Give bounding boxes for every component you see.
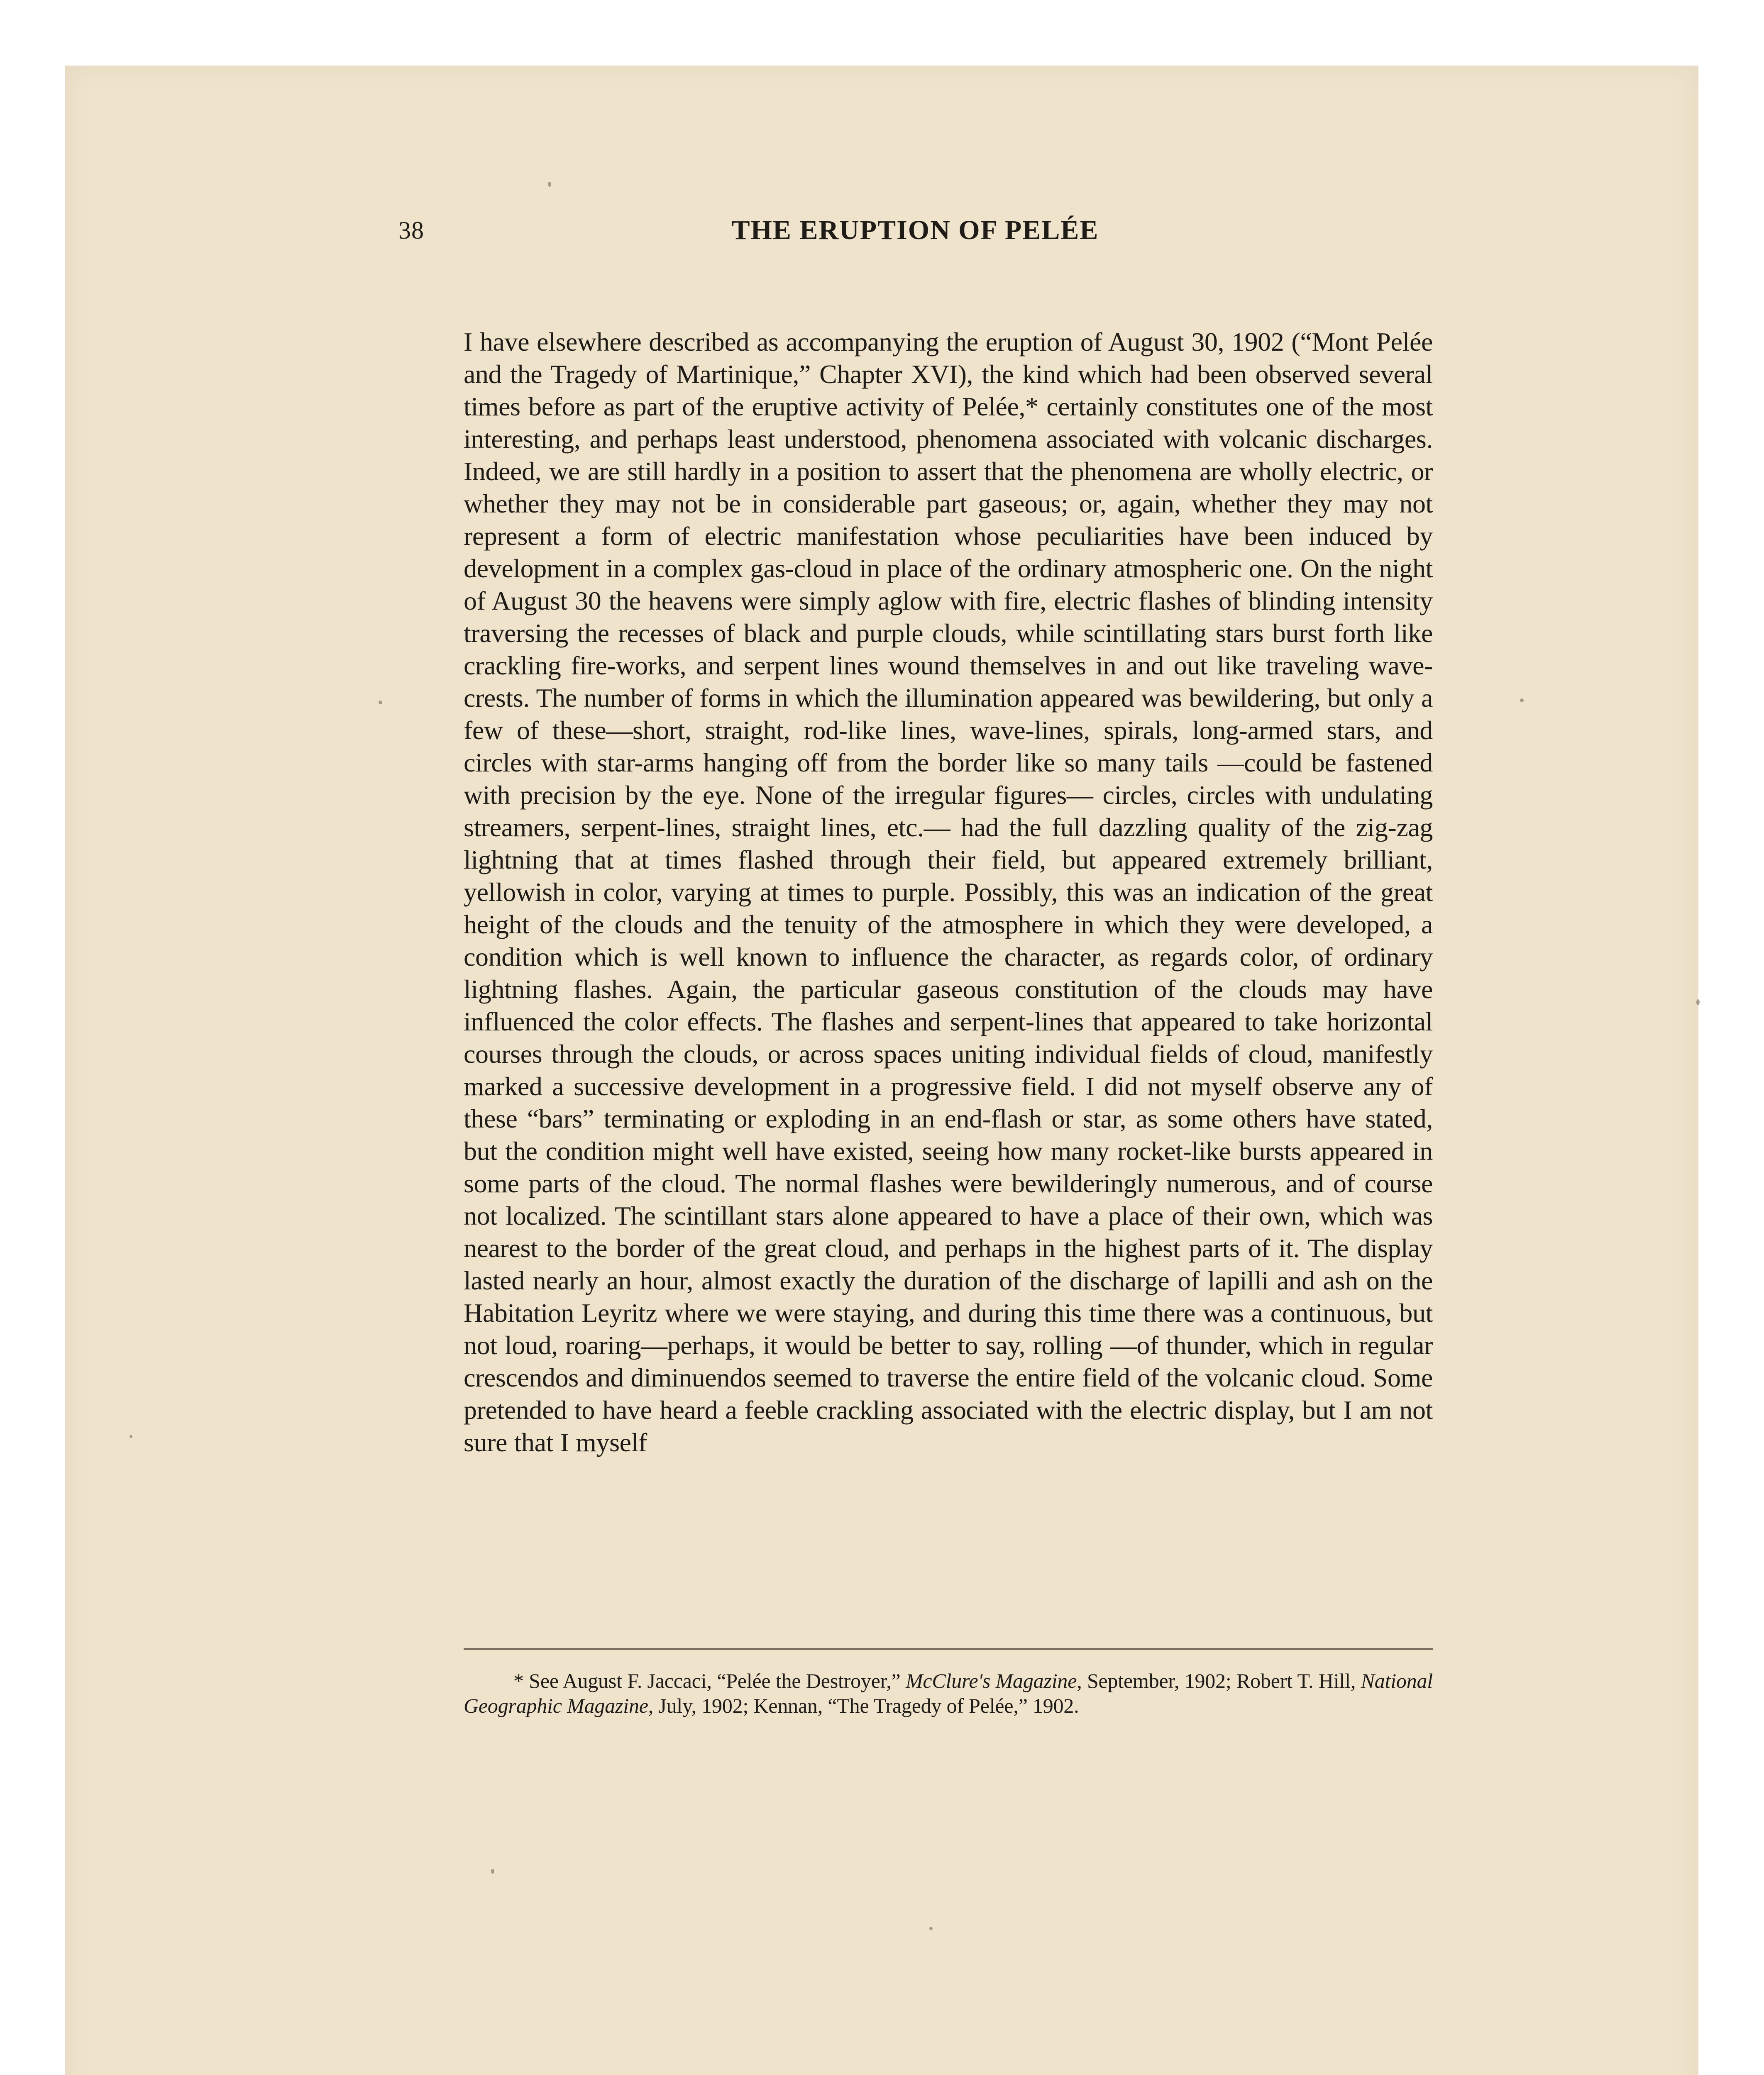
footnote-magazine-1: McClure's Magazine — [905, 1669, 1077, 1692]
paper-speck — [929, 1927, 933, 1930]
page-number: 38 — [398, 217, 424, 244]
footnote — [464, 1668, 1433, 1718]
paper-speck — [1696, 999, 1700, 1005]
footnote-text-part-2: , September, 1902; Robert T. Hill, — [1077, 1669, 1361, 1692]
footnote-text-part-3: , July, 1902; Kennan, “The Tragedy of Pelée,” 1902. — [648, 1694, 1079, 1717]
paper-speck — [548, 182, 551, 187]
running-title: THE ERUPTION OF PELÉE — [731, 215, 1099, 245]
footnote-text-part-1: * See August F. Jaccaci, “Pelée the Destroyer,” — [513, 1669, 906, 1692]
footnote-magazine-2: National Geographic Magazine — [464, 1669, 1433, 1717]
running-head — [398, 210, 1432, 251]
paper-speck — [129, 1435, 132, 1438]
paper-speck — [491, 1869, 494, 1874]
paper-speck — [379, 701, 382, 704]
body-paragraph: I have elsewhere described as accompanying the eruption of August 30, 1902 (“Mont Pelée and the Tragedy of Martinique,” Chapter XVI), the kind which had been observed several times before as part of the eruptive activity of Pelée,* certainly constitutes one of the most interesting, and perhaps least understood, phenomena associated with volcanic discharges. Indeed, we are still hardly in a position to assert that the phenomena are wholly electric, or whether they may not be in considerable part gaseous; or, again, whether they may not represent a form of electric manifestation whose peculiarities have been induced by development in a complex gas-cloud in place of the ordinary atmospheric one. On the night of August 30 the heavens were simply aglow with fire, electric flashes of blinding intensity traversing the recesses of black and purple clouds, while scintillating stars burst forth like crackling fire-works, and serpent lines wound themselves in and out like traveling wave-crests. The number of forms in which the illumination appeared was bewildering, but only a few of these—short, straight, rod-like lines, wave-lines, spirals, long-armed stars, and circles with star-arms hanging off from the border like so many tails —could be fastened with precision by the eye. None of the irregular figures— circles, circles with undulating streamers, serpent-lines, straight lines, etc.— had the full dazzling quality of the zig-zag lightning that at times flashed through their field, but appeared extremely brilliant, yellowish in color, varying at times to purple. Possibly, this was an indication of the great height of the clouds and the tenuity of the atmosphere in which they were developed, a condition which is well known to influence the character, as regards color, of ordinary lightning flashes. Again, the particular gaseous constitution of the clouds may have influenced the color effects. The flashes and serpent-lines that appeared to take horizontal courses through the clouds, or across spaces uniting individual fields of cloud, manifestly marked a successive development in a progressive field. I did not myself observe any of these “bars” terminating or exploding in an end-flash or star, as some others have stated, but the condition might well have existed, seeing how many rocket-like bursts appeared in some parts of the cloud. The normal flashes were bewilderingly numerous, and of course not localized. The scintillant stars alone appeared to have a place of their own, which was nearest to the border of the great cloud, and perhaps in the highest parts of it. The display lasted nearly an hour, almost exactly the duration of the discharge of lapilli and ash on the Habitation Leyritz where we were staying, and during this time there was a continuous, but not loud, roaring—perhaps, it would be better to say, rolling —of thunder, which in regular crescendos and diminuendos seemed to traverse the entire field of the volcanic cloud. Some pretended to have heard a feeble crackling associated with the electric display, but I am not sure that I myself — [464, 327, 1433, 1457]
footnote-divider — [464, 1648, 1433, 1650]
paper-speck — [1520, 698, 1524, 702]
